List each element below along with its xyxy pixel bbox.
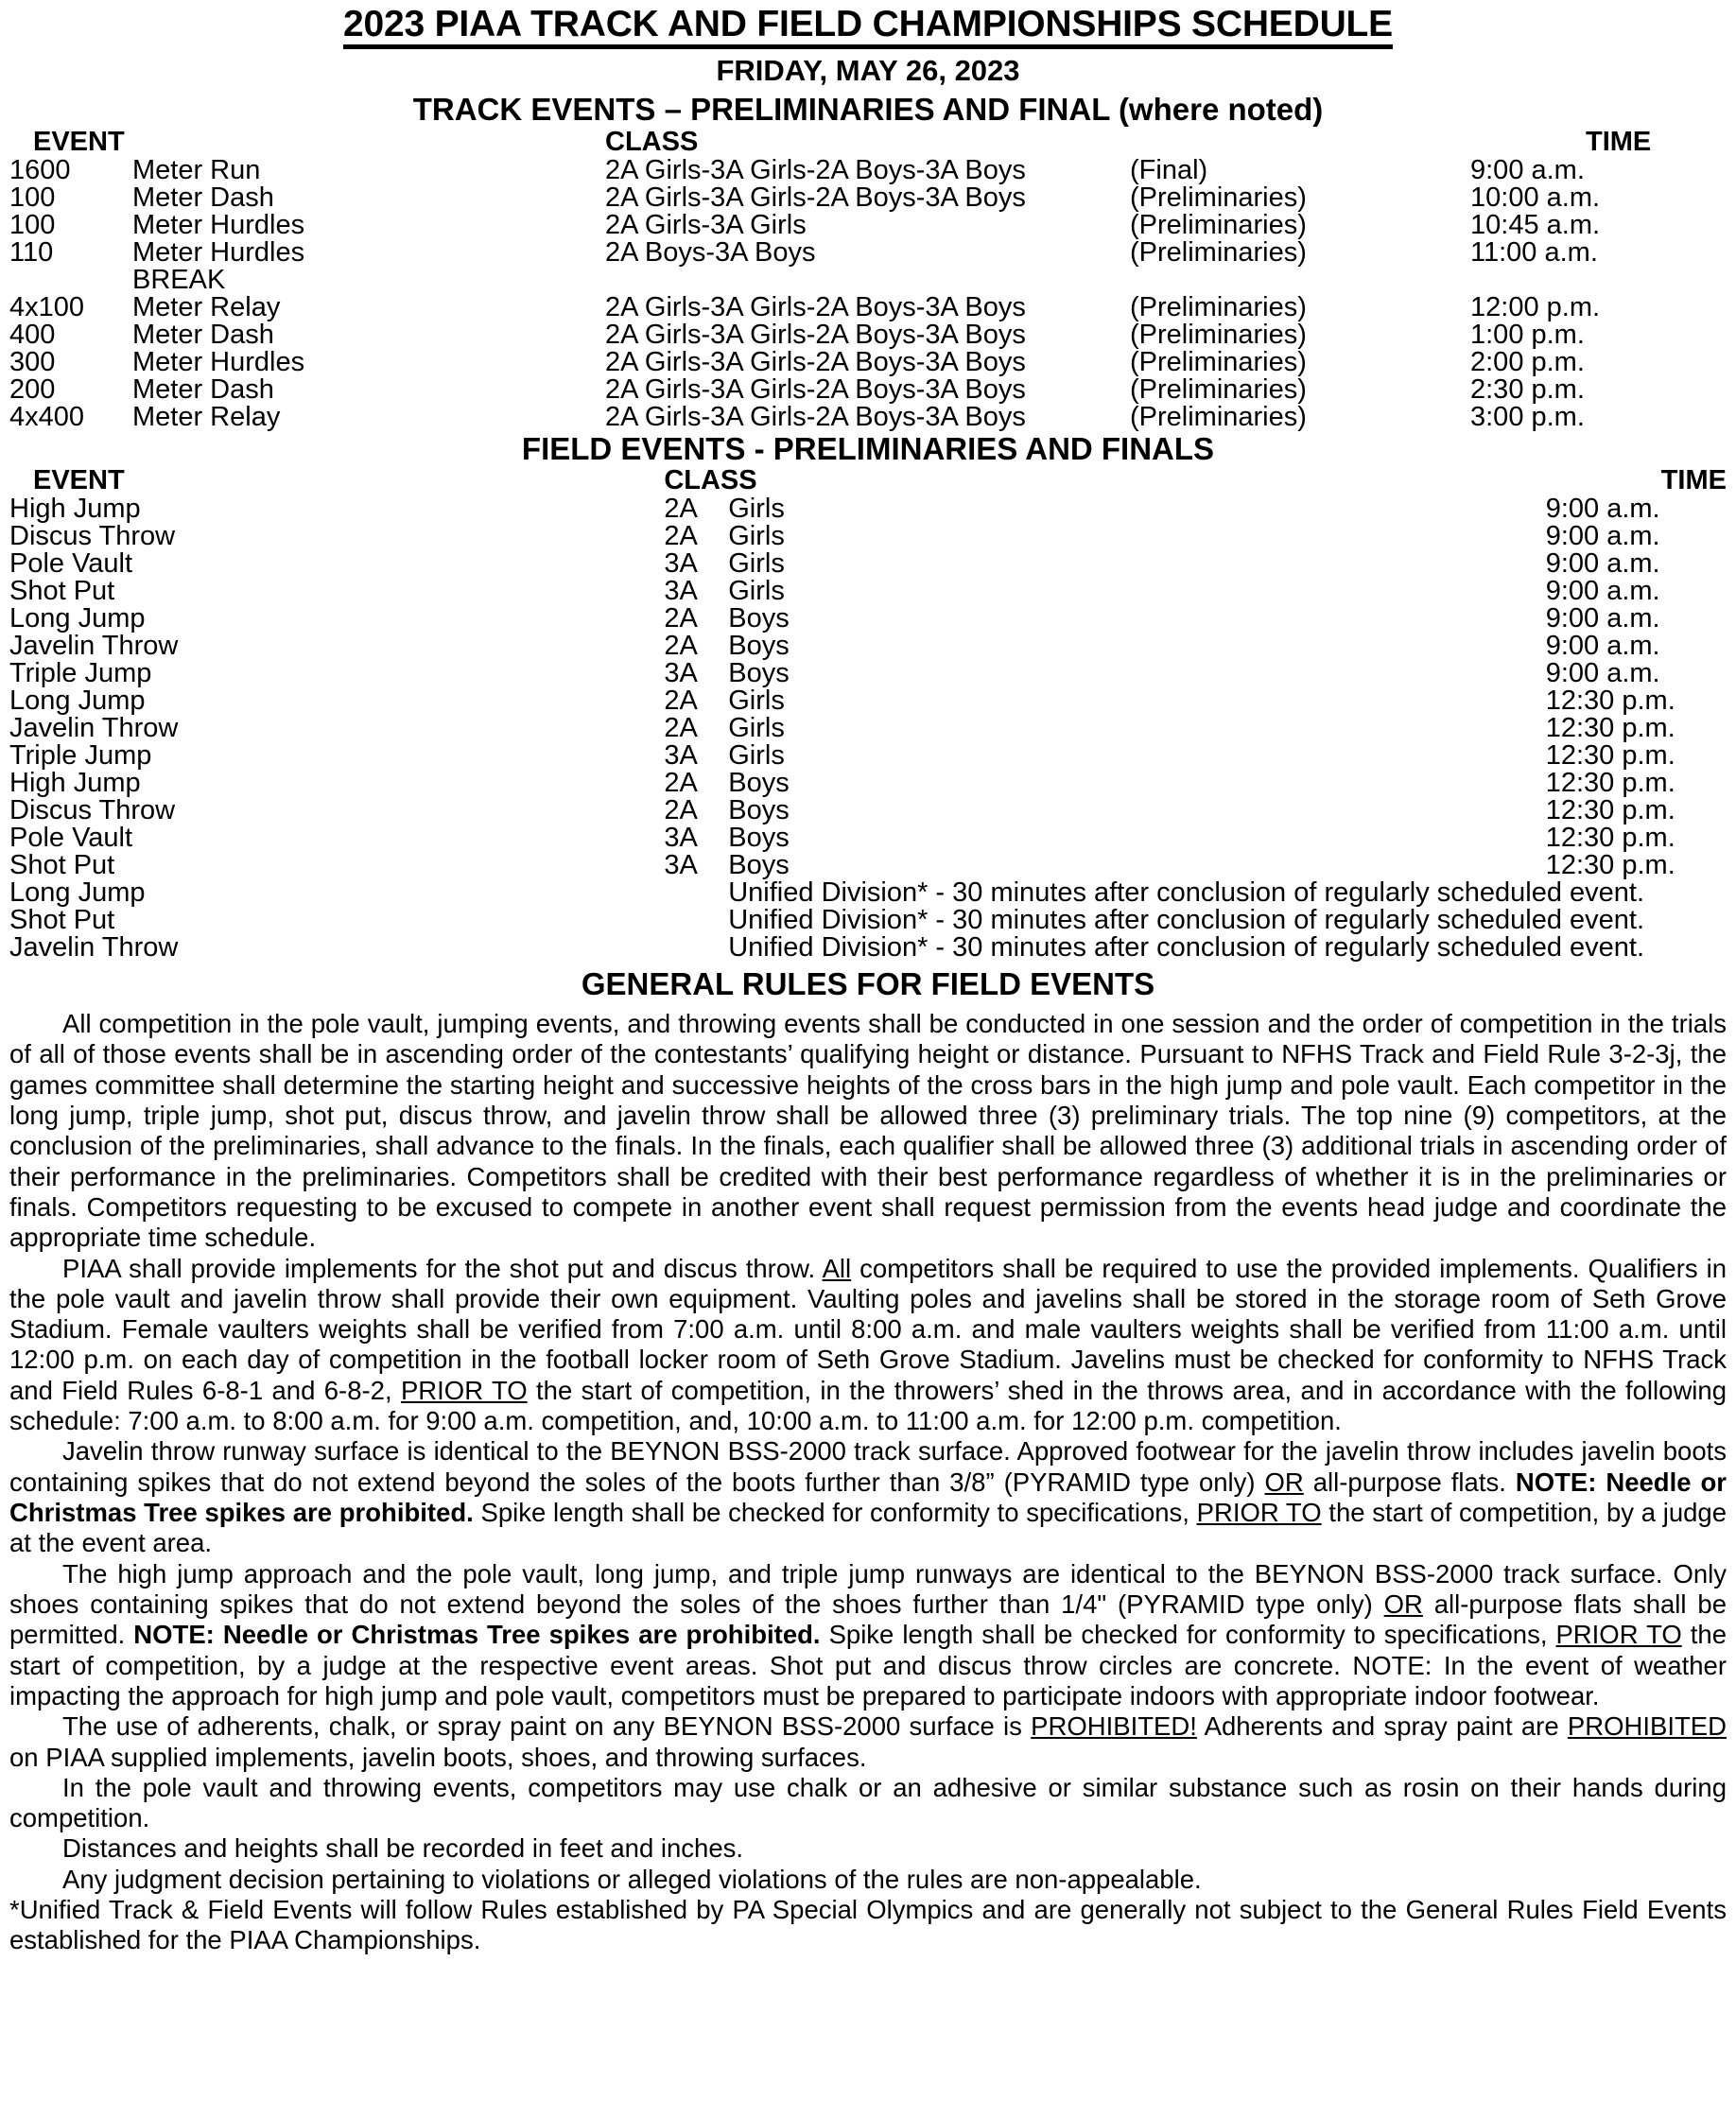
field-row-time: 9:00 a.m. xyxy=(1545,494,1660,525)
field-row-gender: Boys xyxy=(728,631,790,662)
track-row-event: Meter Dash xyxy=(132,182,274,213)
table-row xyxy=(9,742,1727,770)
field-row-class: 2A xyxy=(664,795,698,826)
spacer xyxy=(121,321,132,349)
track-row-class: 2A Girls-3A Girls xyxy=(605,209,807,240)
table-row xyxy=(9,907,1727,934)
field-row-class: 3A xyxy=(664,823,698,854)
rules-paragraph-5 xyxy=(9,1711,1727,1773)
track-row-class: 2A Girls-3A Girls-2A Boys-3A Boys xyxy=(605,319,1026,350)
rules-p5-text-c: on PIAA supplied implements, javelin boots, shoes, and throwing surfaces. xyxy=(9,1742,867,1772)
page-title xyxy=(9,6,1727,49)
spacer xyxy=(121,239,132,267)
track-row-round: (Final) xyxy=(1130,154,1208,185)
table-row xyxy=(9,294,1727,321)
rules-paragraph-8: Any judgment decision pertaining to violations or alleged violations of the rules are non-appealable. xyxy=(62,1864,1202,1894)
spacer xyxy=(664,879,728,907)
track-row-class: 2A Girls-3A Girls-2A Boys-3A Boys xyxy=(605,373,1026,405)
rules-paragraph-3 xyxy=(9,1436,1727,1558)
track-row-class: 2A Boys-3A Boys xyxy=(605,236,816,268)
rules-p2-text-a: PIAA shall provide implements for the shot put and discus throw. xyxy=(62,1253,823,1283)
track-row-time: 10:45 a.m. xyxy=(1470,209,1601,240)
field-row-time: 12:30 p.m. xyxy=(1545,713,1675,744)
track-row-event: Meter Hurdles xyxy=(132,209,305,240)
track-row-distance: 100 xyxy=(9,209,56,240)
track-row-distance: 4x400 xyxy=(9,401,85,432)
track-row-round: (Preliminaries) xyxy=(1130,291,1307,322)
field-row-time: 12:30 p.m. xyxy=(1545,850,1675,881)
field-row-gender: Girls xyxy=(728,576,785,607)
field-row-event: Discus Throw xyxy=(9,795,176,826)
field-row-class: 2A xyxy=(664,713,698,744)
track-row-round: (Preliminaries) xyxy=(1130,319,1307,350)
track-row-event: Meter Relay xyxy=(132,401,281,432)
table-row xyxy=(9,349,1727,376)
track-row-class xyxy=(605,267,1130,294)
track-row-distance: 1600 xyxy=(9,154,71,185)
spacer xyxy=(121,294,132,321)
spacer xyxy=(664,934,728,962)
field-row-time: 12:30 p.m. xyxy=(1545,740,1675,772)
track-row-distance: 400 xyxy=(9,319,56,350)
field-row-event: Shot Put xyxy=(9,576,115,607)
table-row xyxy=(9,852,1727,879)
rules-p3-text-a: Javelin throw runway surface is identical to the BEYNON BSS-2000 track surface. Approved footwear for the javelin throw includes javelin boots containing spikes that do not extend beyond the soles of the boots further than 3/8” (PYRAMID type only) xyxy=(9,1436,1727,1497)
rules-p2-text-b: competitors shall be required to use the provided implements. Qualifiers in the pole vault and javelin throw shall provide their own equipment. Vaulting poles and javelins shall be stored in the storage room of Seth Grove Stadium. Female vaulters weights shall be verified from 7:00 a.m. until 8:00 a.m. and male vaulters weights shall be verified from 11:00 a.m. until 12:00 p.m. on each day of competition in the football locker room of Seth Grove Stadium. Javelins must be checked for conformity to NFHS Track and Field Rules 6-8-1 and 6-8-2, xyxy=(9,1253,1727,1405)
field-row-class: 3A xyxy=(664,740,698,772)
rules-p4-underline-prior-to: PRIOR TO xyxy=(1555,1620,1682,1650)
track-row-distance: 200 xyxy=(9,373,56,405)
field-row-gender: Girls xyxy=(728,521,785,552)
field-row-event: Triple Jump xyxy=(9,740,152,772)
rules-paragraph-1: All competition in the pole vault, jumping events, and throwing events shall be conducted in one session and the order of competition in the trials of all of those events shall be in ascending order of the contestants’ qualifying height or distance. Pursuant to NFHS Track and Field Rule 3-2-3j, the games committee shall determine the starting height and successive heights of the cross bars in the high jump and pole vault. Each competitor in the long jump, triple jump, shot put, discus throw, and javelin throw shall be allowed three (3) preliminary trials. The top nine (9) competitors, at the conclusion of the preliminaries, shall advance to the finals. In the finals, each qualifier shall be allowed three (3) additional trials in ascending order of their performance in the preliminaries. Competitors shall be credited with their best performance regardless of whether it is in the preliminaries or finals. Competitors requesting to be excused to compete in another event shall request permission from the events head judge and coordinate the appropriate time schedule. xyxy=(9,1009,1727,1253)
rules-section-heading: GENERAL RULES FOR FIELD EVENTS xyxy=(581,966,1155,1002)
field-row-time: 9:00 a.m. xyxy=(1545,658,1660,689)
field-row-time: 12:30 p.m. xyxy=(1545,795,1675,826)
track-row-time: 12:00 p.m. xyxy=(1470,291,1601,322)
track-events-table xyxy=(9,126,1727,432)
field-row-event: Pole Vault xyxy=(9,548,133,580)
document-date: FRIDAY, MAY 26, 2023 xyxy=(716,53,1020,87)
table-row xyxy=(9,157,1727,184)
track-row-class: 2A Girls-3A Girls-2A Boys-3A Boys xyxy=(605,401,1026,432)
field-row-event: Triple Jump xyxy=(9,658,152,689)
table-row xyxy=(9,797,1727,825)
field-row-time: 12:30 p.m. xyxy=(1545,686,1675,717)
field-row-event: Javelin Throw xyxy=(9,932,179,964)
track-row-time: 1:00 p.m. xyxy=(1470,319,1585,350)
field-row-class: 3A xyxy=(664,658,698,689)
table-row xyxy=(9,404,1727,431)
spacer xyxy=(121,212,132,239)
track-row-time xyxy=(1470,267,1727,294)
table-row xyxy=(9,770,1727,797)
rules-p5-text-b: Adherents and spray paint are xyxy=(1196,1711,1568,1742)
table-row xyxy=(9,825,1727,852)
track-row-class: 2A Girls-3A Girls-2A Boys-3A Boys xyxy=(605,154,1026,185)
table-row xyxy=(9,523,1727,550)
field-row-time: 9:00 a.m. xyxy=(1545,631,1660,662)
field-row-unified-note: Unified Division* - 30 minutes after conclusion of regularly scheduled event. xyxy=(728,877,1645,909)
track-row-event: Meter Relay xyxy=(132,291,281,322)
rules-p3-text-b: all-purpose flats. xyxy=(1303,1467,1516,1497)
rules-p3-note-bold: NOTE: Needle or Christmas Tree spikes are prohibited. xyxy=(9,1467,1727,1528)
track-row-distance: 110 xyxy=(9,236,54,268)
track-row-time: 3:00 p.m. xyxy=(1470,401,1585,432)
spacer xyxy=(121,157,132,184)
track-row-round xyxy=(1130,267,1470,294)
track-section-heading: TRACK EVENTS – PRELIMINARIES AND FINAL (where noted) xyxy=(412,91,1324,127)
field-row-event: Pole Vault xyxy=(9,823,133,854)
field-row-gender: Boys xyxy=(728,850,790,881)
rules-p3-text-c: Spike length shall be checked for conformity to specifications, xyxy=(473,1498,1197,1528)
track-row-distance: 100 xyxy=(9,182,56,213)
field-table-header-row xyxy=(9,467,1727,495)
rules-p4-text-c: Spike length shall be checked for conformity to specifications, xyxy=(820,1620,1556,1650)
track-row-class: 2A Girls-3A Girls-2A Boys-3A Boys xyxy=(605,182,1026,213)
rules-p2-text-c: the start of competition, in the throwers’ shed in the throws area, and in accordance with the following schedule: 7:00 a.m. to 8:00 a.m. for 9:00 a.m. competition, and, 10:00 a.m. to 11:00 a.m. for 12:00 p.m. competition. xyxy=(9,1375,1727,1436)
rules-p2-underline-prior-to: PRIOR TO xyxy=(400,1375,528,1405)
field-header-class: CLASS xyxy=(664,465,757,496)
table-row xyxy=(9,934,1727,962)
unified-footnote: *Unified Track & Field Events will follow Rules established by PA Special Olympics and are generally not subject to the General Rules Field Events established for the PIAA Championships. xyxy=(9,1895,1727,1955)
spacer xyxy=(121,267,132,294)
table-row xyxy=(9,239,1727,267)
track-row-time: 11:00 a.m. xyxy=(1470,236,1598,268)
track-row-event: BREAK xyxy=(132,264,226,295)
track-row-round: (Preliminaries) xyxy=(1130,346,1307,377)
track-row-event: Meter Run xyxy=(132,154,261,185)
track-row-round: (Preliminaries) xyxy=(1130,182,1307,213)
field-row-time: 9:00 a.m. xyxy=(1545,521,1660,552)
track-row-class: 2A Girls-3A Girls-2A Boys-3A Boys xyxy=(605,291,1026,322)
track-row-round: (Preliminaries) xyxy=(1130,236,1307,268)
track-header-round xyxy=(1130,129,1470,157)
rules-p3-text-d: the start of competition, by a judge at the event area. xyxy=(9,1498,1727,1558)
field-row-event: Long Jump xyxy=(9,603,146,634)
track-row-time: 10:00 a.m. xyxy=(1470,182,1601,213)
track-row-round: (Preliminaries) xyxy=(1130,209,1307,240)
track-row-distance xyxy=(9,267,121,294)
table-row xyxy=(9,184,1727,212)
field-row-class: 2A xyxy=(664,494,698,525)
page-title-text: 2023 PIAA TRACK AND FIELD CHAMPIONSHIPS SCHEDULE xyxy=(343,6,1393,49)
table-row xyxy=(9,578,1727,605)
field-row-unified-note: Unified Division* - 30 minutes after conclusion of regularly scheduled event. xyxy=(728,932,1645,964)
track-row-round: (Preliminaries) xyxy=(1130,401,1307,432)
rules-p3-underline-prior-to: PRIOR TO xyxy=(1196,1498,1322,1528)
spacer xyxy=(121,404,132,431)
rules-paragraph-7: Distances and heights shall be recorded in feet and inches. xyxy=(62,1833,744,1864)
table-row xyxy=(9,550,1727,578)
track-row-distance: 4x100 xyxy=(9,291,85,322)
field-row-event: Discus Throw xyxy=(9,521,176,552)
table-row xyxy=(9,715,1727,742)
rules-body xyxy=(9,1009,1727,1956)
rules-paragraph-6: In the pole vault and throwing events, competitors may use chalk or an adhesive or similar substance such as rosin on their hands during competition. xyxy=(9,1772,1727,1833)
field-row-gender: Boys xyxy=(728,768,790,799)
field-row-gender: Girls xyxy=(728,713,785,744)
spacer xyxy=(121,349,132,376)
field-row-event: Long Jump xyxy=(9,686,146,717)
field-row-time: 9:00 a.m. xyxy=(1545,548,1660,580)
rules-p4-underline-or: OR xyxy=(1383,1588,1423,1619)
spacer xyxy=(664,907,728,934)
table-row xyxy=(9,660,1727,687)
field-row-unified-note: Unified Division* - 30 minutes after conclusion of regularly scheduled event. xyxy=(728,905,1645,936)
rules-p4-note-bold: NOTE: Needle or Christmas Tree spikes are prohibited. xyxy=(133,1620,821,1650)
track-row-event: Meter Dash xyxy=(132,373,274,405)
track-row-distance: 300 xyxy=(9,346,56,377)
spacer xyxy=(121,184,132,212)
field-row-event: Javelin Throw xyxy=(9,713,179,744)
field-row-event: Shot Put xyxy=(9,905,115,936)
field-section-heading: FIELD EVENTS - PRELIMINARIES AND FINALS xyxy=(521,430,1215,466)
field-row-gender: Girls xyxy=(728,548,785,580)
field-row-class: 3A xyxy=(664,548,698,580)
table-row xyxy=(9,267,1727,294)
field-row-gender: Boys xyxy=(728,658,790,689)
field-row-class: 3A xyxy=(664,850,698,881)
track-row-event: Meter Hurdles xyxy=(132,236,305,268)
track-header-time: TIME xyxy=(1586,126,1652,157)
track-header-event: EVENT xyxy=(33,126,125,157)
field-row-gender: Boys xyxy=(728,603,790,634)
table-row xyxy=(9,212,1727,239)
rules-p5-underline-prohibited-excl: PROHIBITED! xyxy=(1031,1711,1197,1742)
field-header-time: TIME xyxy=(1660,465,1727,496)
rules-p4-text-d: the start of competition, by a judge at the respective event areas. Shot put and discus throw circles are concrete. NOTE: In the event of weather impacting the approach for high jump and pole vault, competitors must be prepared to participate indoors with appropriate indoor footwear. xyxy=(9,1620,1727,1710)
field-row-class: 2A xyxy=(664,768,698,799)
rules-p4-text-a: The high jump approach and the pole vault, long jump, and triple jump runways are identical to the BEYNON BSS-2000 track surface. Only shoes containing spikes that do not extend beyond the soles of the shoes further than 1/4" (PYRAMID type only) xyxy=(9,1558,1727,1619)
field-row-time: 12:30 p.m. xyxy=(1545,768,1675,799)
field-row-event: High Jump xyxy=(9,494,141,525)
field-row-time: 9:00 a.m. xyxy=(1545,603,1660,634)
track-row-time: 9:00 a.m. xyxy=(1470,154,1585,185)
field-row-gender: Boys xyxy=(728,795,790,826)
field-row-gender: Girls xyxy=(728,686,785,717)
field-row-event: Javelin Throw xyxy=(9,631,179,662)
rules-p4-text-b: all-purpose flats shall be permitted. xyxy=(9,1588,1727,1650)
track-table-header-row xyxy=(9,129,1727,157)
rules-p3-underline-or: OR xyxy=(1264,1467,1304,1497)
field-events-table xyxy=(9,467,1727,962)
track-header-class: CLASS xyxy=(605,126,699,157)
rules-paragraph-4 xyxy=(9,1559,1727,1712)
field-row-event: Long Jump xyxy=(9,877,146,909)
field-row-gender: Boys xyxy=(728,823,790,854)
field-header-event: EVENT xyxy=(33,465,125,496)
table-row xyxy=(9,321,1727,349)
track-row-event: Meter Dash xyxy=(132,319,274,350)
rules-paragraph-2 xyxy=(9,1254,1727,1437)
table-row xyxy=(9,879,1727,907)
track-row-round: (Preliminaries) xyxy=(1130,373,1307,405)
rules-p5-text-a: The use of adherents, chalk, or spray paint on any BEYNON BSS-2000 surface is xyxy=(62,1711,1032,1742)
field-row-time: 9:00 a.m. xyxy=(1545,576,1660,607)
field-row-class: 2A xyxy=(664,603,698,634)
field-row-gender: Girls xyxy=(728,494,785,525)
track-row-event: Meter Hurdles xyxy=(132,346,305,377)
track-row-class: 2A Girls-3A Girls-2A Boys-3A Boys xyxy=(605,346,1026,377)
track-row-time: 2:00 p.m. xyxy=(1470,346,1585,377)
table-row xyxy=(9,605,1727,633)
table-row xyxy=(9,495,1727,523)
field-row-event: Shot Put xyxy=(9,850,115,881)
field-row-event: High Jump xyxy=(9,768,141,799)
field-row-class: 2A xyxy=(664,521,698,552)
spacer xyxy=(121,376,132,404)
field-row-gender: Girls xyxy=(728,740,785,772)
track-row-time: 2:30 p.m. xyxy=(1470,373,1585,405)
field-row-time: 12:30 p.m. xyxy=(1545,823,1675,854)
table-row xyxy=(9,687,1727,715)
field-row-class: 2A xyxy=(664,686,698,717)
table-row xyxy=(9,633,1727,660)
field-row-class: 3A xyxy=(664,576,698,607)
field-row-class: 2A xyxy=(664,631,698,662)
rules-p5-underline-prohibited: PROHIBITED xyxy=(1567,1711,1727,1742)
table-row xyxy=(9,376,1727,404)
rules-p2-underline-all: All xyxy=(822,1253,852,1283)
